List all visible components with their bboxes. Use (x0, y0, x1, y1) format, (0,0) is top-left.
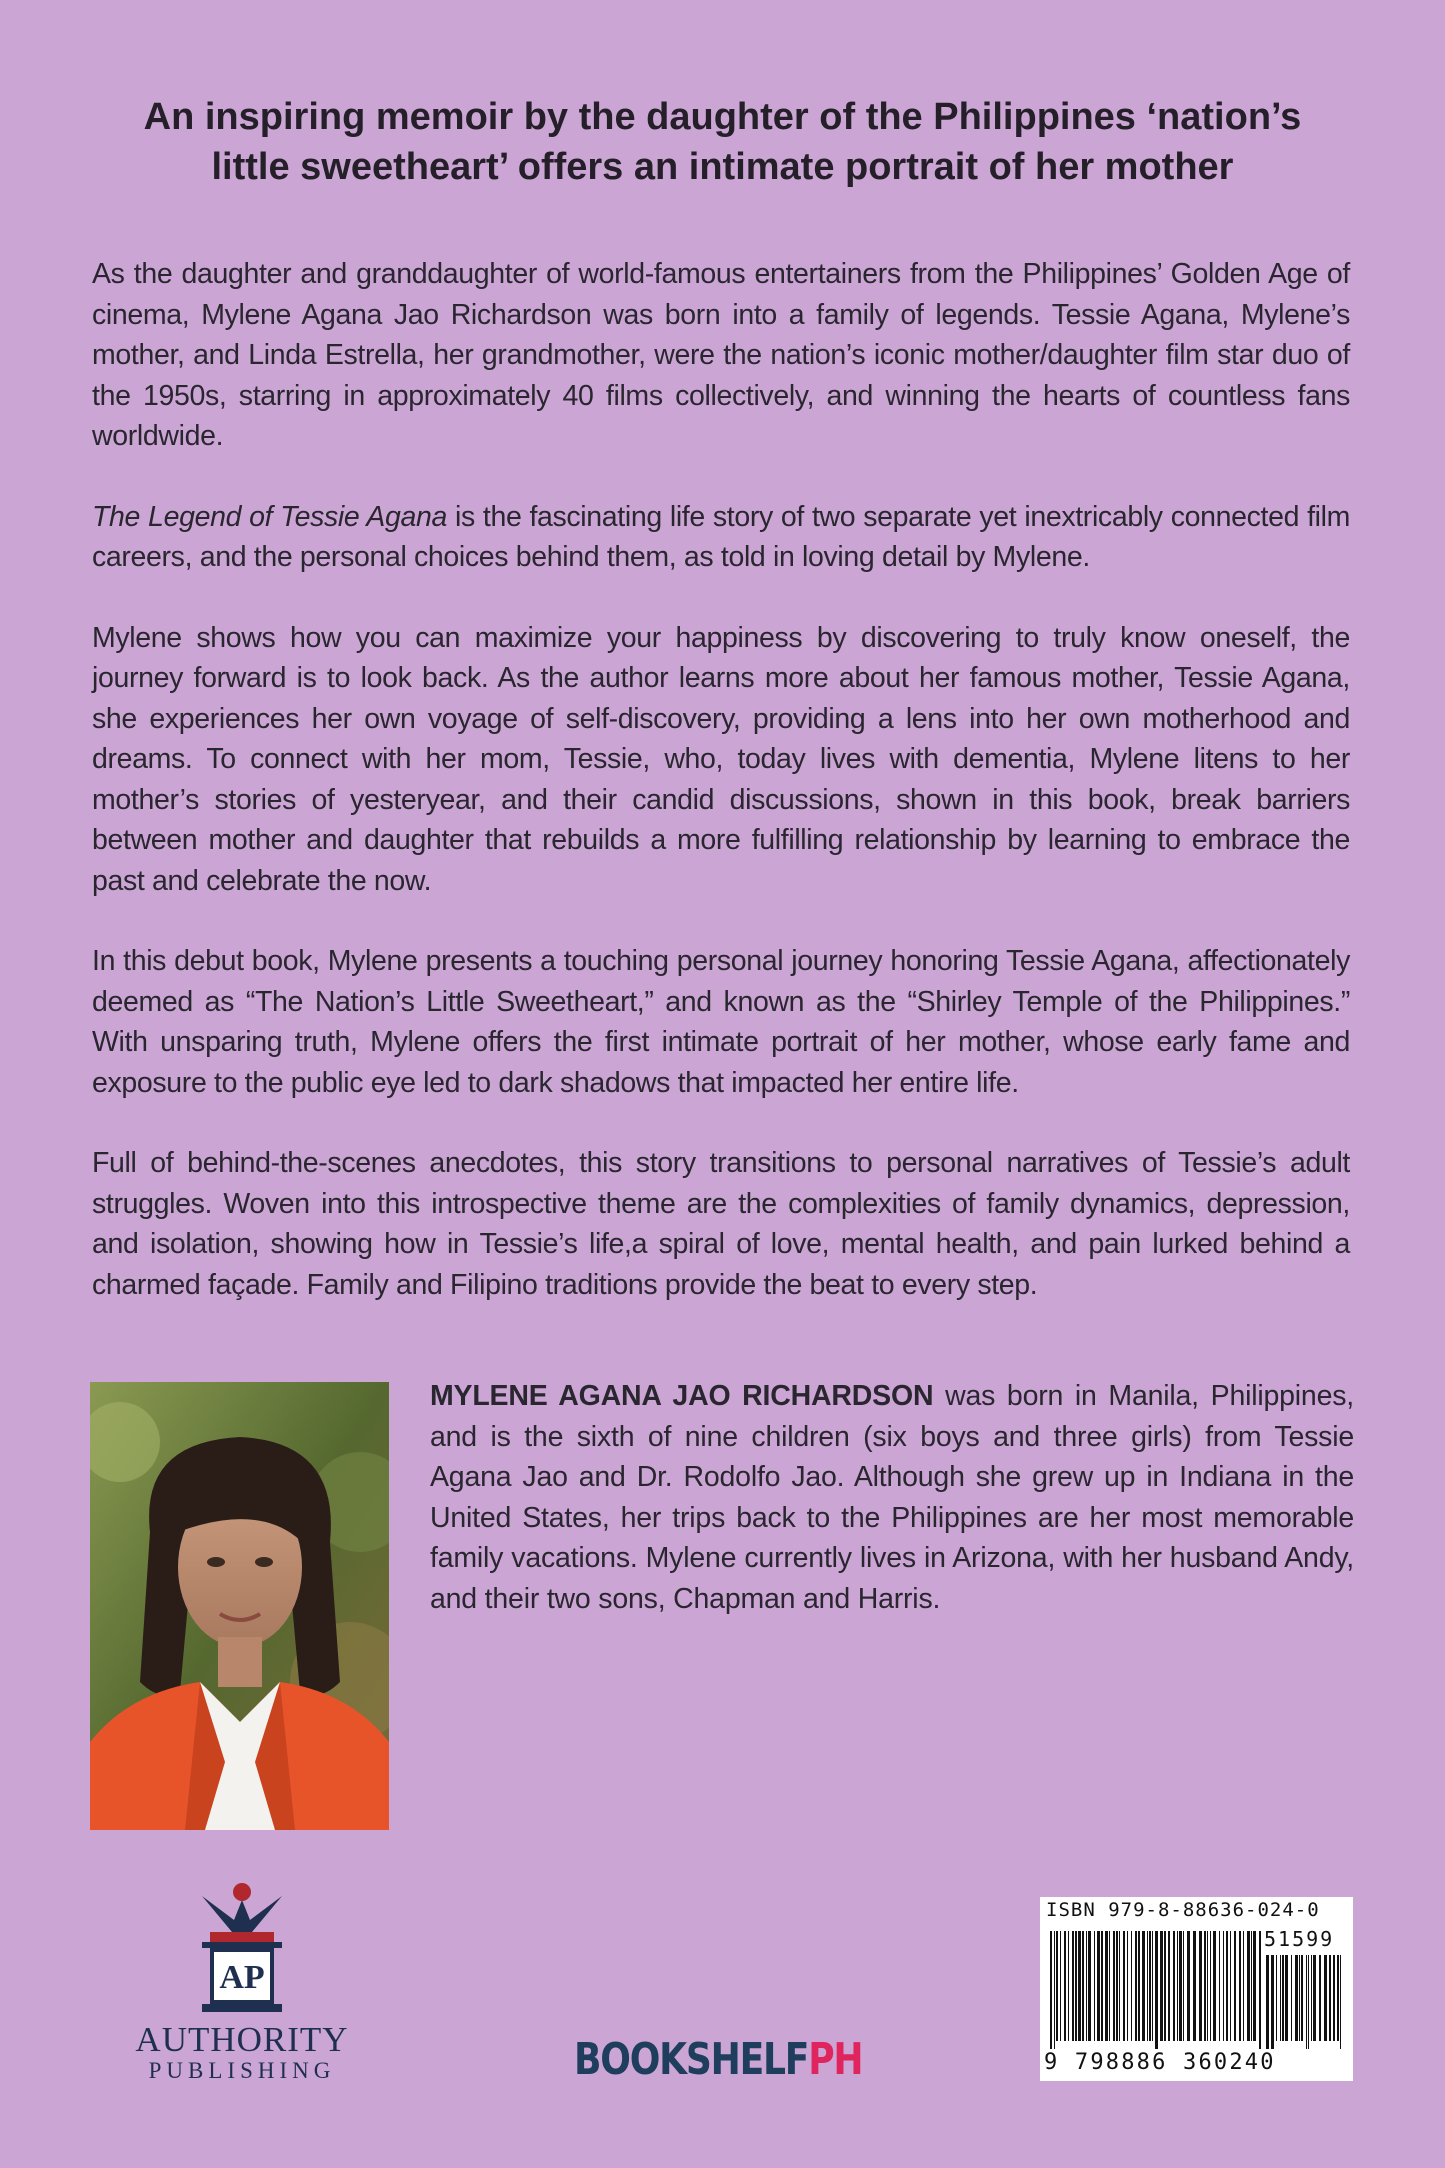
barcode-bar (1333, 1955, 1335, 2041)
headline-line-1: An inspiring memoir by the daughter of the Philippines ‘nation’s (143, 96, 1302, 138)
barcode-bars-main (1050, 1931, 1262, 2049)
barcode-bar (1291, 1955, 1292, 2041)
barcode-bar (1173, 1931, 1175, 2041)
barcode-bar (1213, 1931, 1216, 2041)
barcode-bar (1088, 1931, 1091, 2041)
publisher-name-line-1: AUTHORITY (135, 2020, 349, 2059)
barcode-bar (1187, 1931, 1190, 2041)
barcode-bar (1329, 1955, 1331, 2041)
barcode-bar (1285, 1955, 1288, 2041)
barcode-bar (1086, 1931, 1087, 2041)
barcode-bar (1072, 1931, 1074, 2041)
author-portrait-icon (90, 1382, 389, 1830)
barcode-bar (1230, 1931, 1231, 2041)
barcode-bar (1119, 1931, 1120, 2041)
barcode-bar (1299, 1955, 1300, 2041)
barcode-bar (1219, 1931, 1220, 2041)
book-title: The Legend of Tessie Agana (92, 500, 447, 533)
barcode-bar (1105, 1931, 1108, 2041)
author-name: MYLENE AGANA JAO RICHARDSON (430, 1380, 934, 1412)
barcode-bar (1282, 1955, 1284, 2041)
barcode-bar (1135, 1931, 1137, 2041)
barcode-bar (1210, 1931, 1211, 2041)
barcode-bar (1313, 1955, 1316, 2041)
barcode-bar (1097, 1931, 1100, 2041)
paragraph-5: Full of behind-the-scenes anecdotes, this story transitions to personal narratives of Tessie’s adult struggles. Woven into this introspective theme are the complexities of family dynamics, depression, and isolation, showing how in Tessie’s life,a spiral of love, mental health, and pain lurked behind a charmed façade. Family and Filipino traditions provide the beat to every step. (92, 1147, 1350, 1301)
barcode-bar (1050, 1931, 1052, 2049)
barcode-bar (1319, 1955, 1321, 2041)
barcode-bar (1109, 1931, 1110, 2041)
barcode-bar (1142, 1931, 1145, 2041)
barcode-bar (1164, 1931, 1166, 2041)
ph-wordmark: PH (808, 2034, 863, 2085)
barcode-bar (1204, 1931, 1206, 2041)
barcode-bar (1177, 1931, 1178, 2041)
isbn-barcode (1040, 1897, 1353, 2081)
barcode-bar (1308, 1955, 1309, 2049)
barcode-bar (1251, 1931, 1252, 2041)
bookshelfph-logo (574, 2034, 863, 2086)
barcode-bar (1160, 1931, 1163, 2041)
barcode-bar (1247, 1931, 1250, 2041)
barcode-bar (1271, 1955, 1274, 2049)
paragraph-2-text: is the fascinating life story of two separate yet inextricably connected film careers, and the personal choices behind them, as told in loving detail by Mylene. (92, 500, 1351, 573)
barcode-bar (1311, 1955, 1312, 2041)
barcode-bar (1064, 1931, 1066, 2041)
author-bio (430, 1376, 1354, 1619)
author-bio-text: was born in Manila, Philippines, and is the sixth of nine children (six boys and three girls) from Tessie Agana Jao and Dr. Rodolfo Jao. Although she grew up in Indiana in the United States, her trips back to the Philippines are her most memorable family vacations. Mylene currently lives in Arizona, with her husband Andy, and their two sons, Chapman and Harris. (430, 1380, 1354, 1615)
barcode-addon-number: 51599 (1264, 1927, 1335, 1951)
barcode-bar (1131, 1931, 1132, 2041)
barcode-bar (1138, 1931, 1140, 2041)
description (92, 254, 1350, 1345)
barcode-bar (1147, 1931, 1148, 2041)
barcode-bar (1060, 1931, 1061, 2041)
isbn-label: ISBN 979-8-88636-024-0 (1046, 1899, 1320, 1921)
headline (80, 92, 1365, 192)
barcode-bar (1068, 1931, 1069, 2041)
publisher-name-line-2: PUBLISHING (148, 2058, 336, 2083)
barcode-bar (1101, 1931, 1103, 2041)
barcode-bar (1075, 1931, 1077, 2041)
barcode-bar (1259, 1931, 1261, 2049)
paragraph-3: Mylene shows how you can maximize your happiness by discovering to truly know oneself, the journey forward is to look back. As the author learns more about her famous mother, Tessie Agana, she experiences her own voyage of self-discovery, providing a lens into her own motherhood and dreams. To connect with her mom, Tessie, who, today lives with dementia, Mylene litens to her mother’s stories of yesteryear, and their candid discussions, shown in this book, break barriers between mother and daughter that rebuilds a more fulfilling relationship by learning to embrace the past and celebrate the now. (92, 621, 1350, 897)
barcode-bar (1239, 1931, 1241, 2041)
barcode-bar (1054, 1931, 1055, 2049)
barcode-bar (1116, 1931, 1118, 2041)
barcode-bar (1324, 1955, 1327, 2041)
barcode-bar (1276, 1955, 1277, 2041)
barcode-bar (1234, 1931, 1236, 2041)
barcode-bar (1082, 1931, 1084, 2041)
barcode-bar (1127, 1931, 1128, 2041)
ean-number: 9 798886 360240 (1044, 2050, 1276, 2075)
paragraph-4: In this debut book, Mylene presents a touching personal journey honoring Tessie Agana, affectionately deemed as “The Nation’s Little Sweetheart,” and known as the “Shirley Temple of the Philippines.” With unsparing truth, Mylene offers the first intimate portrait of her mother, whose early fame and exposure to the public eye led to dark shadows that impacted her entire life. (92, 945, 1350, 1099)
bookshelf-wordmark: BOOKSHELF (574, 2034, 809, 2085)
barcode-bar (1123, 1931, 1125, 2041)
barcode-bar (1280, 1955, 1281, 2041)
paragraph-1: As the daughter and granddaughter of world-famous entertainers from the Philippines’ Golden Age of cinema, Mylene Agana Jao Richardson was born into a family of legends. Tessie Agana, Mylene’s mother, and Linda Estrella, her grandmother, were the nation’s iconic mother/daughter film star duo of the 1950s, starring in approximately 40 films collectively, and winning the hearts of countless fans worldwide. (92, 258, 1350, 452)
barcode-bar (1306, 1955, 1307, 2049)
barcode-bar (1113, 1931, 1115, 2041)
barcode-bar (1155, 1931, 1158, 2049)
barcode-bar (1266, 1955, 1269, 2049)
barcode-bar (1223, 1931, 1224, 2041)
barcode-bar (1149, 1931, 1151, 2041)
barcode-bar (1199, 1931, 1202, 2041)
barcode-bar (1340, 1955, 1341, 2049)
publisher-logo-letters: AP (219, 1959, 265, 1996)
barcode-bar (1253, 1931, 1256, 2041)
barcode-bar (1168, 1931, 1170, 2041)
barcode-bar (1183, 1931, 1184, 2041)
barcode-bar (1226, 1931, 1228, 2041)
author-photo (90, 1382, 389, 1830)
barcode-bars-addon (1266, 1955, 1346, 2049)
authority-publishing-emblem-icon (172, 1878, 312, 2018)
barcode-bar (1243, 1931, 1244, 2041)
paragraph-2 (92, 497, 1350, 578)
barcode-bar (1337, 1955, 1339, 2041)
headline-line-2: little sweetheart’ offers an intimate portrait of her mother (211, 146, 1234, 188)
authority-publishing-logo (112, 1878, 372, 2088)
barcode-bar (1056, 1931, 1058, 2041)
barcode-bar (1207, 1931, 1208, 2041)
barcode-bar (1295, 1955, 1298, 2041)
barcode-bar (1078, 1931, 1081, 2041)
barcode-bar (1094, 1931, 1095, 2041)
barcode-bar (1152, 1931, 1153, 2041)
barcode-bar (1193, 1931, 1196, 2041)
barcode-bar (1179, 1931, 1182, 2041)
barcode-bar (1301, 1955, 1303, 2041)
